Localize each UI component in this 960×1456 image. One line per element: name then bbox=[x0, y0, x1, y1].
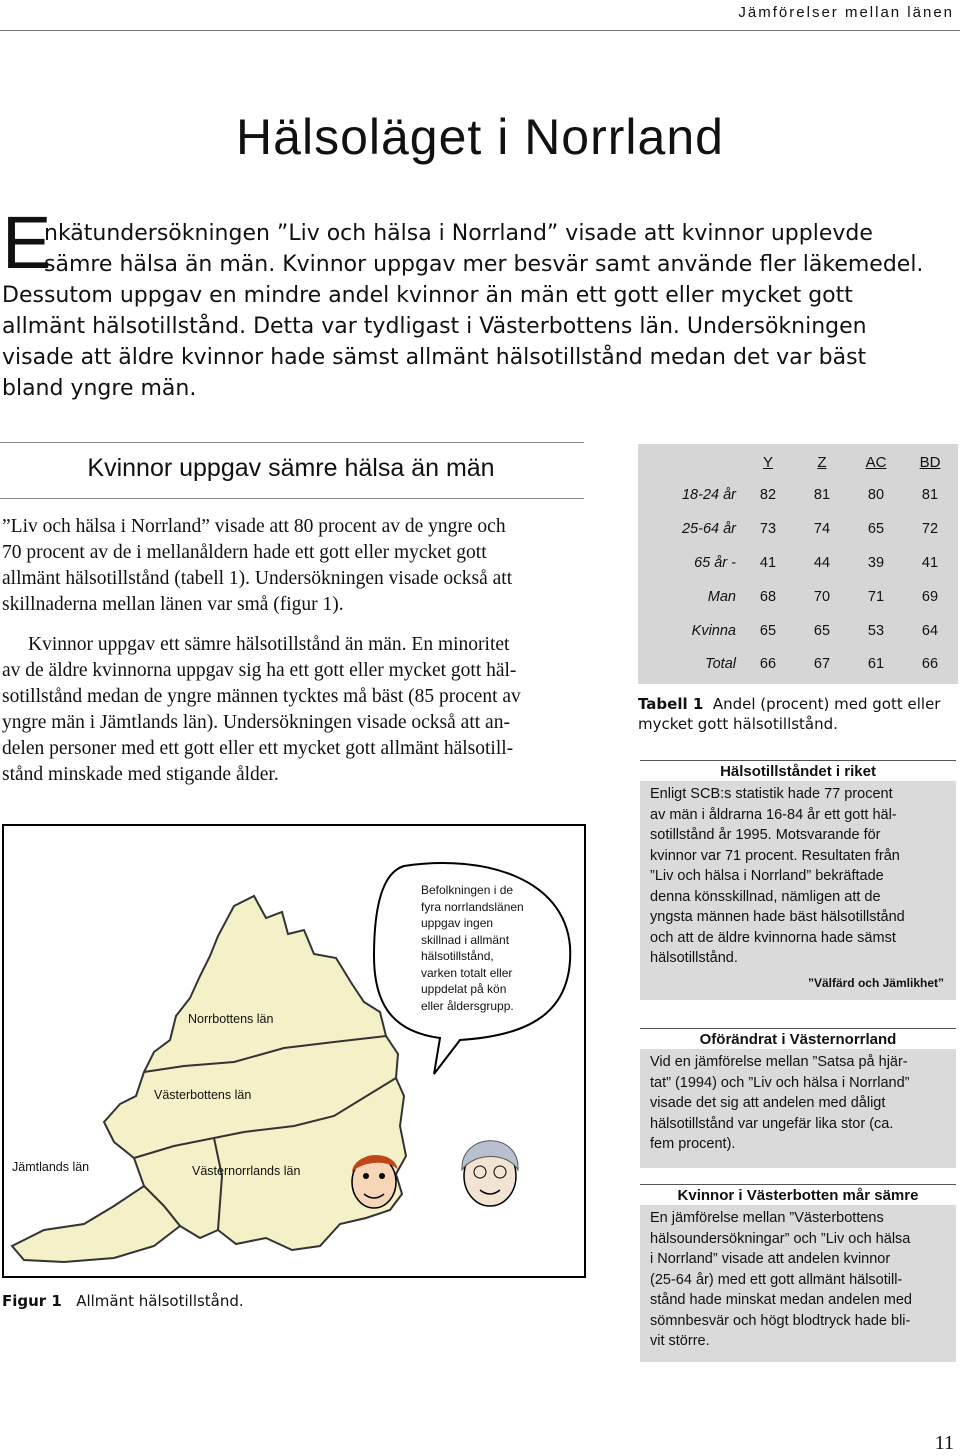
table-cell: 72 bbox=[921, 521, 939, 537]
box-line: vit större. bbox=[650, 1333, 710, 1349]
body-line: allmänt hälsotillstånd (tabell 1). Undersökningen visade också att bbox=[2, 568, 513, 589]
table-cell: 65 bbox=[813, 623, 831, 639]
box-line: denna könsskillnad, nämligen att de bbox=[650, 888, 881, 905]
bubble-line: uppgav ingen bbox=[421, 916, 494, 930]
row-label: 65 år - bbox=[694, 555, 736, 571]
row-label: 25-64 år bbox=[681, 521, 736, 537]
body-line: delen personer med ett gott eller ett mycket gott allmänt hälsotill- bbox=[2, 738, 514, 759]
box-line: i Norrland” visade att andelen kvinnor bbox=[650, 1251, 891, 1267]
box-line: ”Liv och hälsa i Norrland” bekräftade bbox=[650, 868, 884, 884]
table-cell: 66 bbox=[759, 656, 777, 672]
bubble-line: skillnad i allmänt bbox=[421, 932, 510, 947]
bubble-line: Befolkningen i de bbox=[421, 883, 514, 897]
table-caption-label: Tabell 1 bbox=[638, 695, 704, 713]
box-title: Hälsotillståndet i riket bbox=[640, 760, 956, 781]
box-line: fem procent). bbox=[650, 1136, 736, 1152]
box-line: yngsta männen hade bäst hälsotillstånd bbox=[650, 909, 905, 925]
woman-face-icon bbox=[462, 1141, 518, 1206]
table-cell: 64 bbox=[921, 623, 939, 639]
box-line: hälsotillstånd. bbox=[650, 950, 738, 966]
box-line: hälsoundersökningar” och ”Liv och hälsa bbox=[650, 1230, 911, 1247]
article-heading: Kvinnor uppgav sämre hälsa än män bbox=[87, 454, 495, 482]
box-title: Oförändrat i Västernorrland bbox=[640, 1028, 956, 1049]
lead-line: visade att äldre kvinnor hade sämst allmänt hälsotillstånd medan det var bäst bbox=[2, 345, 867, 370]
sidebar-box bbox=[640, 1184, 956, 1362]
table-cell: 41 bbox=[759, 555, 777, 571]
table-cell: 74 bbox=[813, 521, 831, 537]
box-body bbox=[640, 781, 956, 999]
box-line: sömnbesvär och högt blodtryck hade bli- bbox=[650, 1312, 911, 1329]
lead-line: allmänt hälsotillstånd. Detta var tydligast i Västerbottens län. Undersökningen bbox=[2, 314, 867, 339]
box-body bbox=[640, 1205, 956, 1358]
figure-caption-label: Figur 1 bbox=[2, 1292, 62, 1310]
map-label-jamtland: Jämtlands län bbox=[12, 1160, 90, 1174]
bubble-line: eller åldersgrupp. bbox=[421, 998, 514, 1013]
table-caption-text: Andel (procent) med gott eller bbox=[712, 695, 941, 713]
bubble-line: uppdelat på kön bbox=[421, 982, 507, 996]
row-label: 18-24 år bbox=[681, 487, 736, 503]
row-label: Man bbox=[707, 589, 736, 605]
box-line: Vid en jämförelse mellan ”Satsa på hjär- bbox=[650, 1054, 908, 1070]
map-figure bbox=[2, 824, 586, 1278]
figure-caption bbox=[2, 1292, 244, 1310]
table-cell: 66 bbox=[921, 656, 939, 672]
body-line: av de äldre kvinnorna uppgav sig ha ett gott eller mycket gott häl- bbox=[2, 660, 517, 681]
table-cell: 67 bbox=[813, 656, 831, 672]
data-table bbox=[638, 444, 958, 684]
table-cell: 81 bbox=[813, 487, 831, 503]
box-source: ”Välfärd och Jämlikhet” bbox=[807, 975, 944, 990]
box-line: kvinnor var 71 procent. Resultaten från bbox=[650, 847, 900, 864]
body-line: Kvinnor uppgav ett sämre hälsotillstånd än män. En minoritet bbox=[28, 634, 510, 655]
table-caption-text-2: mycket gott hälsotillstånd. bbox=[638, 715, 838, 733]
row-label: Kvinna bbox=[691, 623, 736, 639]
table-cell: 65 bbox=[759, 623, 777, 639]
bubble-line: varken totalt eller bbox=[421, 965, 513, 980]
map-label-norrbotten: Norrbottens län bbox=[188, 1012, 274, 1026]
lead-line: Dessutom uppgav en mindre andel kvinnor än män ett gott eller mycket gott bbox=[2, 283, 853, 308]
figure-caption-text: Allmänt hälsotillstånd. bbox=[76, 1292, 244, 1310]
speech-bubble-text bbox=[421, 882, 524, 1014]
body-line: yngre män i Jämtlands län). Undersökningen visade också att an- bbox=[2, 712, 510, 733]
column-header: BD bbox=[919, 454, 941, 471]
table-cell: 39 bbox=[867, 555, 885, 571]
table-cell: 61 bbox=[867, 656, 885, 672]
page-title: Hälsoläget i Norrland bbox=[236, 109, 724, 165]
header-divider bbox=[0, 30, 960, 31]
box-line: tat” (1994) och ”Liv och hälsa i Norrland” bbox=[650, 1074, 910, 1091]
table-cell: 80 bbox=[867, 487, 885, 503]
lead-line: bland yngre män. bbox=[2, 376, 197, 401]
table-cell: 73 bbox=[759, 521, 777, 537]
table-cell: 70 bbox=[813, 589, 831, 605]
lead-line: sämre hälsa än män. Kvinnor uppgav mer besvär samt använde fler läkemedel. bbox=[44, 252, 924, 277]
box-title: Kvinnor i Västerbotten mår sämre bbox=[640, 1184, 956, 1205]
box-line: En jämförelse mellan ”Västerbottens bbox=[650, 1210, 884, 1226]
map-label-vasternorrland: Västernorrlands län bbox=[192, 1164, 301, 1178]
lead-line: nkätundersökningen ”Liv och hälsa i Norrland” visade att kvinnor upplevde bbox=[44, 221, 873, 246]
running-header: Jämförelser mellan länen bbox=[738, 4, 954, 21]
table-cell: 68 bbox=[759, 589, 777, 605]
bubble-line: fyra norrlandslänen bbox=[421, 899, 524, 914]
box-line: sotillstånd år 1995. Motsvarande för bbox=[650, 827, 881, 843]
table-cell: 82 bbox=[759, 487, 777, 503]
box-line: Enligt SCB:s statistik hade 77 procent bbox=[650, 786, 893, 802]
heading-rule-top bbox=[0, 442, 584, 443]
body-line: 70 procent av de i mellanåldern hade ett gott eller mycket gott bbox=[2, 542, 487, 563]
column-header: AC bbox=[865, 454, 887, 471]
table-cell: 53 bbox=[867, 623, 885, 639]
box-line: av män i åldrarna 16-84 år ett gott häl- bbox=[650, 806, 897, 823]
body-line: ”Liv och hälsa i Norrland” visade att 80 procent av de yngre och bbox=[2, 516, 506, 537]
table-cell: 81 bbox=[921, 487, 939, 503]
box-line: stånd hade minskat medan andelen med bbox=[650, 1292, 912, 1308]
page-number: 11 bbox=[934, 1432, 954, 1454]
box-line: hälsotillstånd var ungefär lika stor (ca. bbox=[650, 1115, 894, 1132]
table-cell: 41 bbox=[921, 555, 939, 571]
table-caption bbox=[638, 694, 958, 734]
map-label-vasterbotten: Västerbottens län bbox=[154, 1088, 252, 1102]
drop-cap: E bbox=[2, 201, 52, 284]
heading-rule-bottom bbox=[0, 498, 584, 499]
table-cell: 71 bbox=[867, 589, 885, 605]
body-line: stånd minskade med stigande ålder. bbox=[2, 764, 279, 785]
box-line: visade det sig att andelen med dåligt bbox=[650, 1095, 886, 1111]
sidebar-box bbox=[640, 760, 956, 1000]
body-line: skillnaderna mellan länen var små (figur 1). bbox=[2, 594, 344, 615]
column-header: Y bbox=[762, 454, 774, 471]
column-header: Z bbox=[817, 454, 827, 471]
table-cell: 65 bbox=[867, 521, 885, 537]
table-cell: 44 bbox=[813, 555, 831, 571]
body-line: sotillstånd medan de yngre männen tycktes må bäst (85 procent av bbox=[2, 686, 521, 707]
box-line: (25-64 år) med ett gott allmänt hälsotill- bbox=[650, 1271, 903, 1288]
row-label: Total bbox=[705, 656, 736, 672]
bubble-line: hälsotillstånd, bbox=[421, 949, 494, 963]
box-body bbox=[640, 1049, 956, 1161]
box-line: och att de äldre kvinnorna hade sämst bbox=[650, 929, 896, 946]
table-cell: 69 bbox=[921, 589, 939, 605]
map-region-jamtland bbox=[12, 1186, 180, 1262]
sidebar-box bbox=[640, 1028, 956, 1168]
